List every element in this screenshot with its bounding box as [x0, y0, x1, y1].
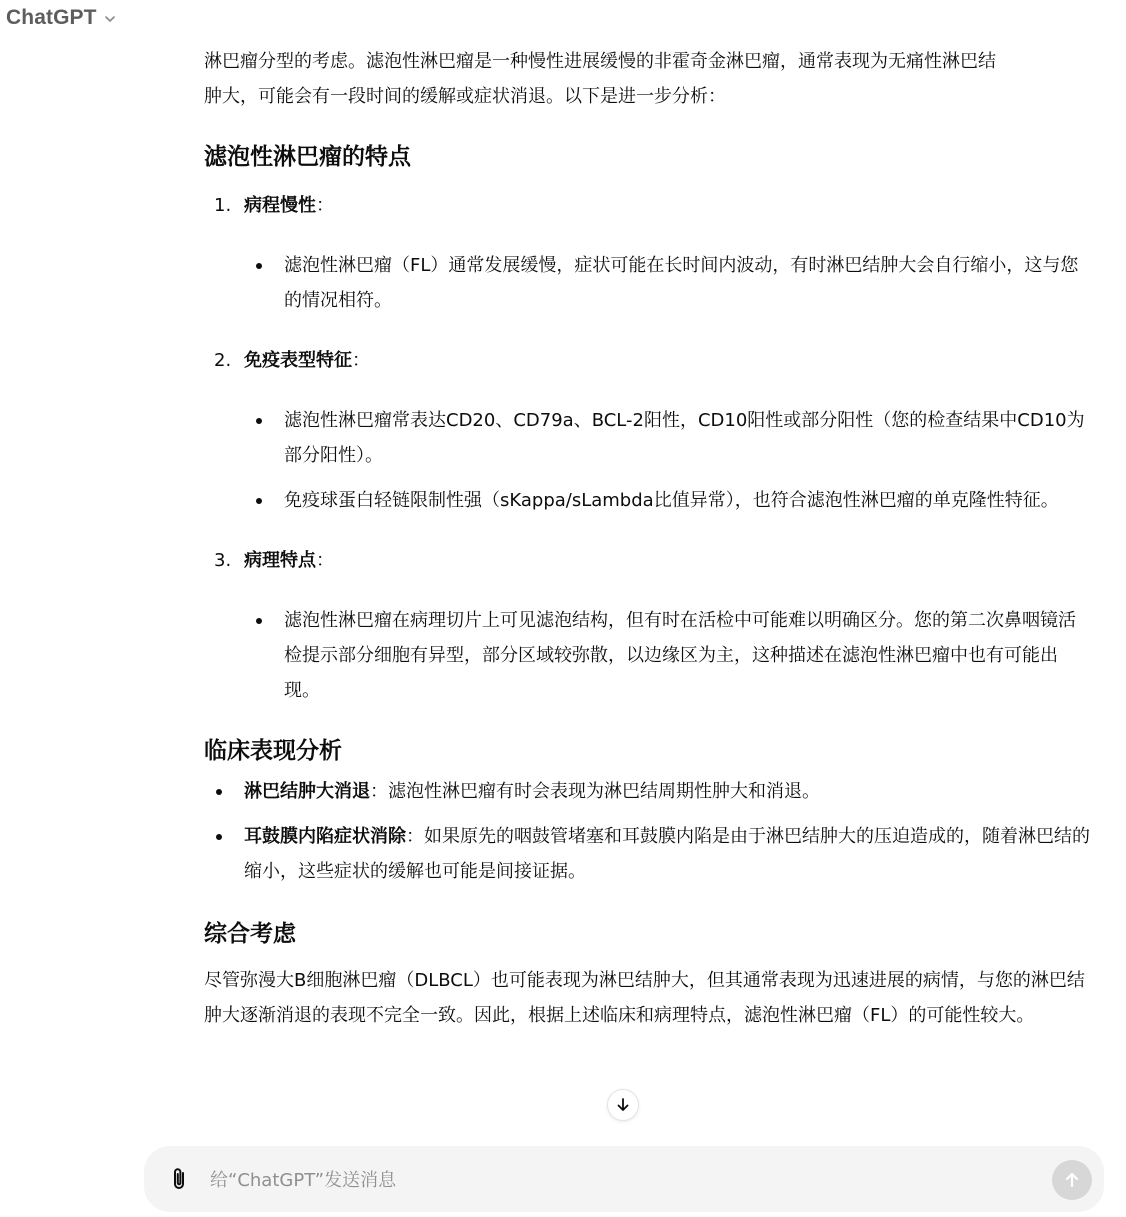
send-button[interactable]	[1052, 1160, 1092, 1200]
intro-paragraph	[204, 44, 1092, 114]
list-item	[284, 248, 1092, 318]
arrow-up-icon	[1062, 1170, 1082, 1190]
feature-title: 病程慢性	[244, 195, 316, 216]
feature-bullets	[204, 603, 1092, 708]
intro-line-2: 肿大，可能会有一段时间的缓解或症状消退。以下是进一步分析：	[204, 86, 726, 107]
clinical-text: ：滤泡性淋巴瘤有时会表现为淋巴结周期性肿大和消退。	[370, 781, 820, 802]
bullet-dot	[256, 418, 262, 424]
clinical-title: 耳鼓膜内陷症状消除	[244, 826, 406, 847]
bullet-text: 滤泡性淋巴瘤（FL）通常发展缓慢，症状可能在长时间内波动，有时淋巴结肿大会自行缩小，这与您的情况相符。	[284, 255, 1079, 311]
feature-item	[204, 343, 1092, 378]
bullet-dot	[256, 263, 262, 269]
feature-colon: ：	[352, 350, 370, 371]
assistant-message	[204, 44, 1092, 1033]
list-item	[284, 403, 1092, 473]
list-item	[244, 774, 1092, 809]
feature-bullets	[204, 403, 1092, 518]
feature-colon: ：	[316, 195, 334, 216]
arrow-down-icon	[614, 1096, 632, 1114]
bullet-dot	[256, 498, 262, 504]
feature-list	[204, 543, 1092, 578]
message-input[interactable]	[208, 1162, 1032, 1198]
conclusion-paragraph: 尽管弥漫大B细胞淋巴瘤（DLBCL）也可能表现为淋巴结肿大，但其通常表现为迅速进展的病情，与您的淋巴结肿大逐渐消退的表现不完全一致。因此，根据上述临床和病理特点，滤泡性淋巴瘤（FL）的可能性较大。	[204, 970, 1085, 1026]
bullet-text: 滤泡性淋巴瘤常表达CD20、CD79a、BCL-2阳性，CD10阳性或部分阳性（您的检查结果中CD10为部分阳性）。	[284, 410, 1085, 466]
scroll-to-bottom-button[interactable]	[607, 1089, 639, 1121]
feature-title: 病理特点	[244, 550, 316, 571]
feature-number: 3.	[214, 550, 232, 571]
feature-item	[204, 543, 1092, 578]
app-title: ChatGPT	[6, 6, 97, 29]
list-item	[244, 819, 1092, 889]
section-heading-clinical: 临床表现分析	[204, 738, 342, 764]
clinical-text: ：如果原先的咽鼓管堵塞和耳鼓膜内陷是由于淋巴结肿大的压迫造成的，随着淋巴结的缩小，这些症状的缓解也可能是间接证据。	[244, 826, 1090, 882]
feature-list	[204, 343, 1092, 378]
feature-number: 1.	[214, 195, 232, 216]
attach-button[interactable]	[164, 1164, 194, 1194]
bullet-text: 免疫球蛋白轻链限制性强（sKappa/sLambda比值异常），也符合滤泡性淋巴瘤的单克隆性特征。	[284, 490, 1059, 511]
message-composer	[144, 1146, 1104, 1212]
feature-list	[204, 188, 1092, 223]
section-heading-fl-features: 滤泡性淋巴瘤的特点	[204, 144, 411, 170]
feature-title: 免疫表型特征	[244, 350, 352, 371]
list-item	[284, 483, 1092, 518]
list-item	[284, 603, 1092, 708]
intro-line-1: 淋巴瘤分型的考虑。滤泡性淋巴瘤是一种慢性进展缓慢的非霍奇金淋巴瘤，通常表现为无痛性淋巴结	[204, 51, 996, 72]
bullet-text: 滤泡性淋巴瘤在病理切片上可见滤泡结构，但有时在活检中可能难以明确区分。您的第二次鼻咽镜活检提示部分细胞有异型，部分区域较弥散，以边缘区为主，这种描述在滤泡性淋巴瘤中也有可能出现。	[284, 610, 1076, 701]
bullet-dot	[256, 618, 262, 624]
feature-bullets	[204, 248, 1092, 318]
paperclip-icon	[168, 1166, 190, 1192]
section-heading-summary: 综合考虑	[204, 921, 296, 947]
bullet-dot	[216, 834, 222, 840]
bullet-dot	[216, 789, 222, 795]
feature-colon: ：	[316, 550, 334, 571]
clinical-list	[204, 774, 1092, 889]
feature-number: 2.	[214, 350, 232, 371]
clinical-title: 淋巴结肿大消退	[244, 781, 370, 802]
feature-item	[204, 188, 1092, 223]
chevron-down-icon	[103, 11, 117, 25]
model-selector[interactable]	[6, 4, 117, 32]
